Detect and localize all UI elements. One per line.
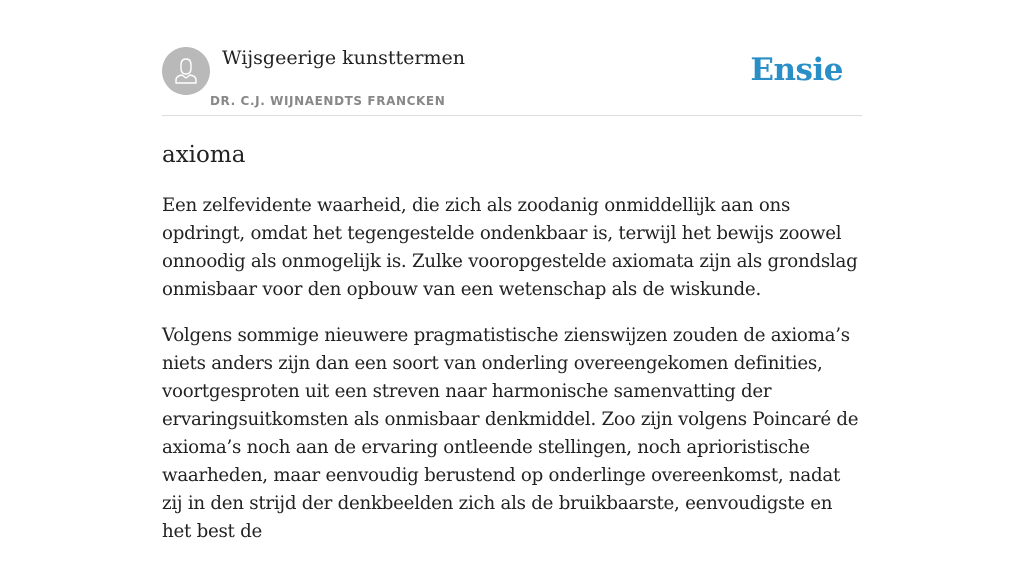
entry-title: axioma — [162, 142, 246, 168]
header — [162, 0, 862, 116]
page-container — [162, 0, 862, 542]
entry-content — [162, 192, 862, 564]
entry-paragraph: Volgens sommige nieuwere pragmatistische zienswijzen zouden de axioma’s niets anders zijn dan een soort van onderling overeengekomen definities, voortgesproten uit een streven naar harmonische samenvatting der ervaringsuitkomsten als onmisbaar denkmiddel. Zoo zijn volgens Poincaré de axioma’s noch aan de ervaring ontleende stellingen, noch aprioristische waarheden, maar eenvoudig berustend op onderlinge overeenkomst, nadat zij in den strijd der denkbeelden zich als de bruikbaarste, eenvoudigste en het best de — [162, 325, 859, 542]
book-title[interactable]: Wijsgeerige kunsttermen — [222, 47, 466, 69]
author-name[interactable]: DR. C.J. WIJNAENDTS FRANCKEN — [210, 94, 446, 108]
ensie-logo[interactable]: Ensie — [750, 52, 843, 88]
person-icon — [162, 47, 210, 95]
entry-paragraph: Een zelfevidente waarheid, die zich als zoodanig onmiddellijk aan ons opdringt, omdat het tegengestelde ondenkbaar is, terwijl het bewijs zoowel onnoodig als onmogelijk is. Zulke vooropgestelde axiomata zijn als grondslag onmisbaar voor den opbouw van een wetenschap als de wiskunde. — [162, 195, 858, 300]
user-avatar-icon[interactable] — [162, 47, 210, 95]
